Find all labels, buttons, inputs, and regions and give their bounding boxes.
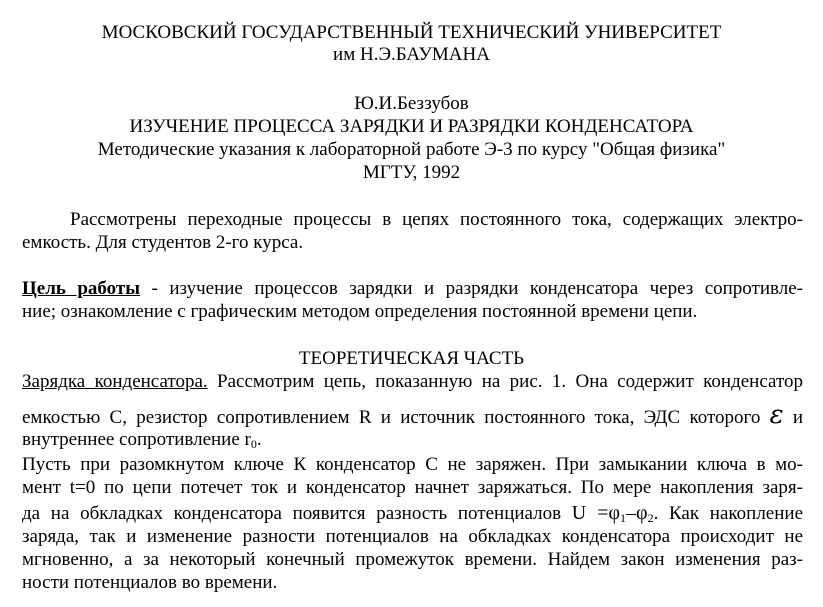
theory-text: да на обкладках конденсатора появится разность потенциалов	[22, 503, 572, 524]
abstract-line-1: Рассмотрены переходные процессы в цепях постоянного тока, содержащих электро-	[70, 209, 803, 230]
subscript: 1	[620, 511, 627, 525]
author: Ю.И.Беззубов	[354, 93, 469, 114]
formula-u: U =φ	[571, 502, 621, 524]
document-title: ИЗУЧЕНИЕ ПРОЦЕССА ЗАРЯДКИ И РАЗРЯДКИ КОНДЕНСАТОРА	[129, 116, 694, 137]
paragraph2-line-5: мгновенно, а за некоторый конечный промежуток времени. Найдем закон изменения раз-	[22, 549, 803, 570]
paragraph2-line-1: Пусть при разомкнутом ключе К конденсатор С не заряжен. При замыкании ключа в мо-	[22, 454, 803, 475]
subsection-heading: Зарядка конденсатора.	[22, 371, 208, 392]
university-name-line2: им Н.Э.БАУМАНА	[333, 44, 490, 65]
theory-line-3	[22, 429, 803, 451]
theory-text: внутреннее сопротивление r	[22, 429, 251, 450]
theory-text: .	[256, 429, 262, 450]
abstract-line-2: емкость. Для студентов 2-го курса.	[22, 232, 304, 253]
university-name: МОСКОВСКИЙ ГОСУДАРСТВЕННЫЙ ТЕХНИЧЕСКИЙ УНИВЕРСИТЕТ	[101, 22, 722, 43]
subscript: 2	[647, 511, 654, 525]
theory-line-2	[22, 400, 803, 430]
theory-text: емкостью С, резистор сопротивлением R и источник постоянного тока, ЭДС которого	[22, 407, 770, 428]
subscript: 0	[250, 437, 257, 451]
goal-line-2: ние; ознакомление с графическим методом определения постоянной времени цепи.	[22, 301, 698, 322]
theory-text: . Как накопление	[653, 503, 804, 524]
emf-symbol: ε	[769, 400, 784, 430]
theory-text: Рассмотрим цепь, показанную на рис. 1. Она содержит конденсатор	[207, 371, 803, 392]
document-subtitle: Методические указания к лабораторной работе Э-3 по курсу "Общая физика"	[97, 139, 726, 160]
paragraph2-line-4: заряда, так и изменение разности потенциалов на обкладках конденсатора происходит не	[22, 526, 803, 547]
goal-text: - изучение процессов зарядки и разрядки конденсатора через сопротивле-	[140, 278, 803, 299]
section-heading: ТЕОРЕТИЧЕСКАЯ ЧАСТЬ	[298, 348, 525, 369]
goal-line-1	[22, 278, 803, 300]
paragraph2-line-2: мент t=0 по цепи потечет ток и конденсатор начнет заряжаться. По мере накопления заря-	[22, 477, 803, 498]
paragraph2-line-6: ности потенциалов во времени.	[22, 572, 278, 593]
paragraph2-line-3	[22, 502, 803, 525]
theory-text: и	[783, 407, 803, 428]
publisher-year: МГТУ, 1992	[362, 162, 461, 183]
goal-label: Цель работы	[22, 278, 141, 299]
formula-minus-phi: –φ	[626, 502, 648, 524]
theory-line-1	[22, 371, 803, 393]
